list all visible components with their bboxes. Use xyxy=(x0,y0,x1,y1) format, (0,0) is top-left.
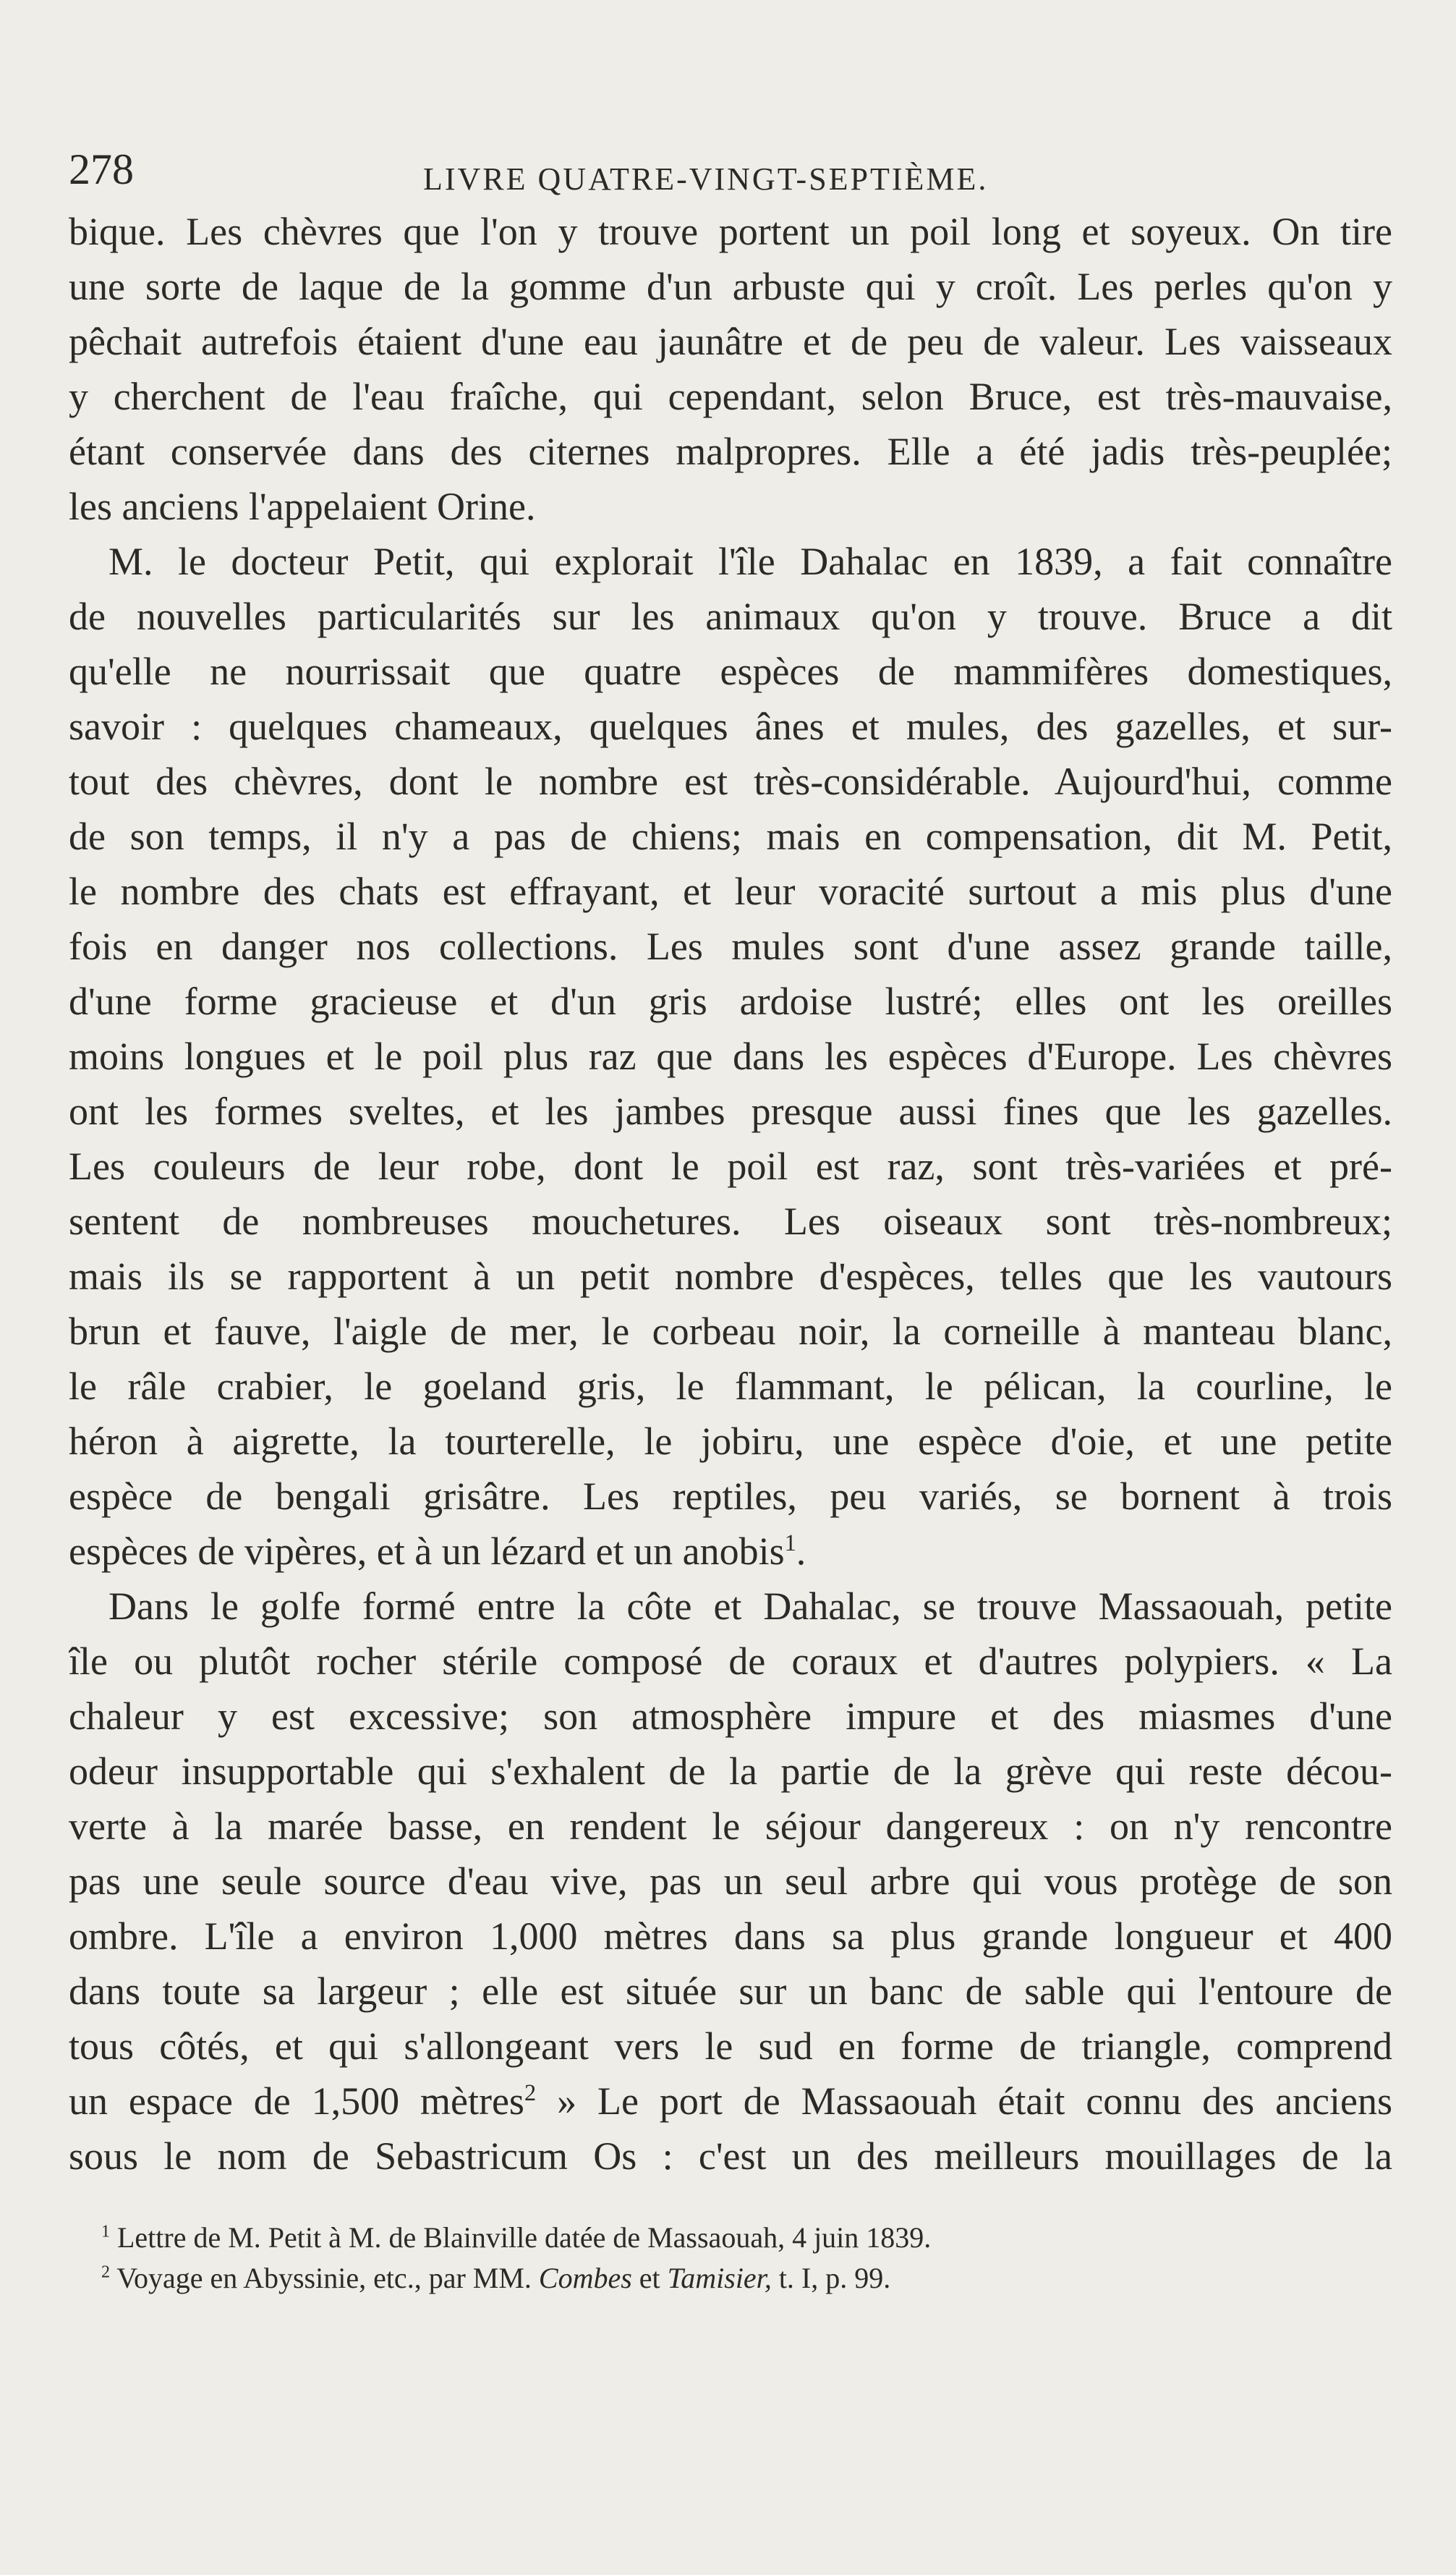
text-line: M. le docteur Petit, qui explorait l'île Dahalac en 1839, a fait connaître xyxy=(108,540,1392,583)
footnote-text: t. I, p. 99. xyxy=(778,2262,891,2294)
text-line: qu'elle ne nourrissait que quatre espèces de mammifères domestiques, xyxy=(69,650,1392,693)
text-line: tous côtés, et qui s'allongeant vers le sud en forme de triangle, comprend xyxy=(69,2024,1392,2068)
text-line: le nombre des chats est effrayant, et leur voracité surtout a mis plus d'une xyxy=(69,870,1392,913)
text-line xyxy=(69,1524,1392,1579)
text-line: de son temps, il n'y a pas de chiens; mais en compensation, dit M. Petit, xyxy=(69,815,1392,858)
text-line: héron à aigrette, la tourterelle, le jobiru, une espèce d'oie, et une petite xyxy=(69,1420,1392,1463)
text-line: d'une forme gracieuse et d'un gris ardoise lustré; elles ont les oreilles xyxy=(69,980,1392,1023)
text-line: étant conservée dans des citernes malpropres. Elle a été jadis très-peuplée; xyxy=(69,430,1392,473)
text-line: une sorte de laque de la gomme d'un arbuste qui y croît. Les perles qu'on y xyxy=(69,265,1392,308)
text-line: les anciens l'appelaient Orine. xyxy=(69,485,536,528)
text-line: brun et fauve, l'aigle de mer, le corbeau noir, la corneille à manteau blanc, xyxy=(69,1310,1392,1353)
body-text xyxy=(69,204,1392,2184)
footnote-text: et xyxy=(639,2262,660,2294)
text-line: odeur insupportable qui s'exhalent de la partie de la grève qui reste décou- xyxy=(69,1749,1392,1793)
text-line: pêchait autrefois étaient d'une eau jaunâtre et de peu de valeur. Les vaisseaux xyxy=(69,320,1392,363)
text-line: verte à la marée basse, en rendent le séjour dangereux : on n'y rencontre xyxy=(69,1804,1392,1848)
footnote-author: Tamisier, xyxy=(667,2262,772,2294)
footnote-number: 2 xyxy=(101,2262,110,2282)
text-line-content: espèces de vipères, et à un lézard et un anobis xyxy=(69,1530,785,1573)
page-header xyxy=(69,145,1392,203)
footnote-2 xyxy=(101,2258,1392,2299)
text-line: pas une seule source d'eau vive, pas un seul arbre qui vous protège de son xyxy=(69,1859,1392,1903)
text-line: chaleur y est excessive; son atmosphère impure et des miasmes d'une xyxy=(69,1694,1392,1738)
text-line: le râle crabier, le goeland gris, le flammant, le pélican, la courline, le xyxy=(69,1365,1392,1408)
text-line: espèce de bengali grisâtre. Les reptiles, peu variés, se bornent à trois xyxy=(69,1475,1392,1518)
text-line: sentent de nombreuses mouchetures. Les oiseaux sont très-nombreux; xyxy=(69,1200,1392,1243)
footnote-text: Voyage en Abyssinie, etc., par MM. xyxy=(116,2262,532,2294)
text-line: mais ils se rapportent à un petit nombre d'espèces, telles que les vautours xyxy=(69,1255,1392,1298)
text-line: bique. Les chèvres que l'on y trouve portent un poil long et soyeux. On tire xyxy=(69,210,1392,253)
footnote-author: Combes xyxy=(538,2262,632,2294)
footnote-text: Lettre de M. Petit à M. de Blainville datée de Massaouah, 4 juin 1839. xyxy=(117,2221,932,2254)
running-title: LIVRE QUATRE-VINGT-SEPTIÈME. xyxy=(423,161,989,197)
text-line: dans toute sa largeur ; elle est située sur un banc de sable qui l'entoure de xyxy=(69,1969,1392,2013)
text-line: Dans le golfe formé entre la côte et Dahalac, se trouve Massaouah, petite xyxy=(108,1585,1392,1628)
text-line: fois en danger nos collections. Les mules sont d'une assez grande taille, xyxy=(69,925,1392,968)
text-line: ombre. L'île a environ 1,000 mètres dans sa plus grande longueur et 400 xyxy=(69,1914,1392,1958)
text-line-content: » Le port de Massaouah était connu des anciens xyxy=(557,2079,1392,2123)
text-line: ont les formes sveltes, et les jambes presque aussi fines que les gazelles. xyxy=(69,1090,1392,1133)
text-line xyxy=(69,2074,1392,2129)
footnote-1 xyxy=(101,2218,1392,2258)
text-line-content: un espace de 1,500 mètres xyxy=(69,2079,524,2123)
text-line: savoir : quelques chameaux, quelques ânes et mules, des gazelles, et sur- xyxy=(69,705,1392,748)
text-line: moins longues et le poil plus raz que dans les espèces d'Europe. Les chèvres xyxy=(69,1035,1392,1078)
page-number: 278 xyxy=(69,145,134,193)
footnotes xyxy=(101,2218,1392,2299)
footnote-mark: 2 xyxy=(524,2080,537,2106)
text-line: tout des chèvres, dont le nombre est très-considérable. Aujourd'hui, comme xyxy=(69,760,1392,803)
footnote-number: 1 xyxy=(101,2222,110,2241)
sentence-end: . xyxy=(796,1530,806,1573)
text-line: sous le nom de Sebastricum Os : c'est un des meilleurs mouillages de la xyxy=(69,2134,1392,2178)
text-line: île ou plutôt rocher stérile composé de coraux et d'autres polypiers. « La xyxy=(69,1639,1392,1683)
text-line: de nouvelles particularités sur les animaux qu'on y trouve. Bruce a dit xyxy=(69,595,1392,638)
text-line: y cherchent de l'eau fraîche, qui cependant, selon Bruce, est très-mauvaise, xyxy=(69,375,1392,418)
footnote-mark: 1 xyxy=(784,1530,796,1556)
text-line: Les couleurs de leur robe, dont le poil est raz, sont très-variées et pré- xyxy=(69,1145,1392,1188)
